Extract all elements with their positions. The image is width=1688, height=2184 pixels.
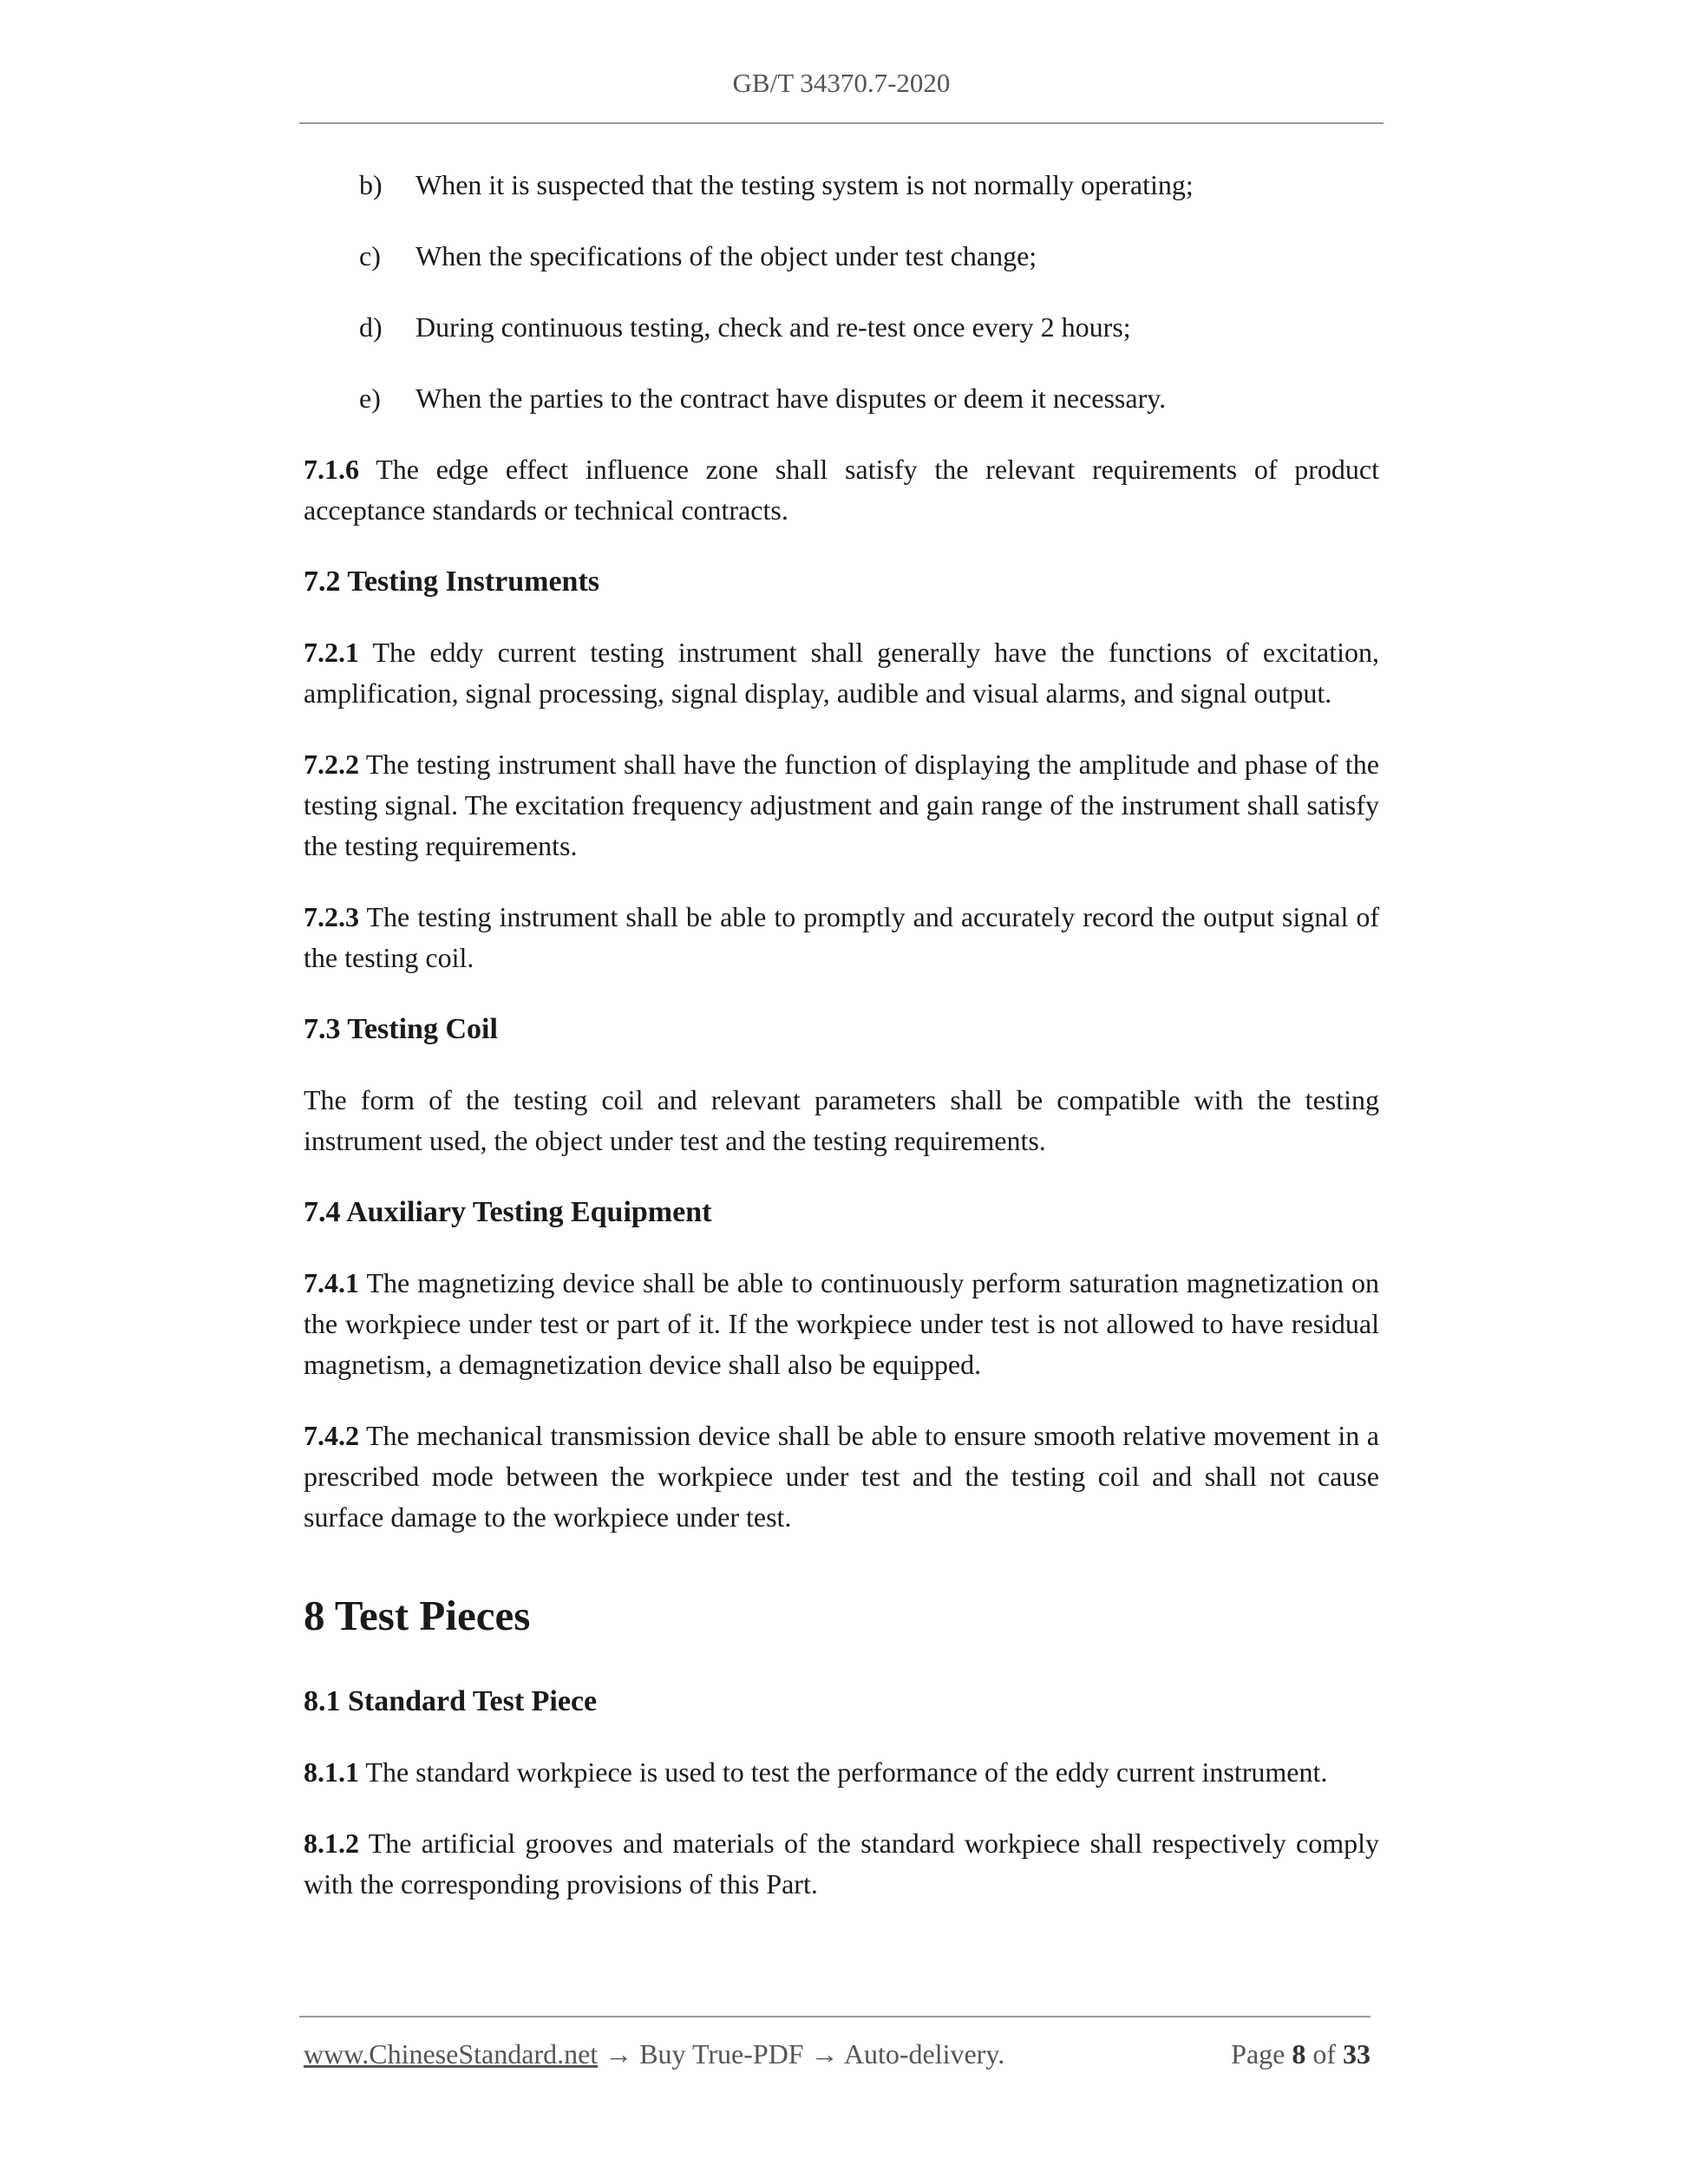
page-total: 33: [1343, 2038, 1371, 2070]
clause-number: 7.2.2: [304, 749, 359, 780]
list-marker: d): [359, 311, 383, 343]
of-label: of: [1312, 2038, 1336, 2070]
clause-text: The eddy current testing instrument shall generally have the functions of excitation, amplification, signal processing, signal display, audible and visual alarms, and signal output.: [304, 637, 1380, 709]
list-marker: b): [359, 169, 383, 200]
section-heading-7-2: 7.2 Testing Instruments: [304, 566, 600, 598]
footer-promo-text: → Buy True-PDF → Auto-delivery.: [598, 2038, 1005, 2070]
list-marker: c): [359, 240, 381, 271]
list-item: [304, 236, 1379, 277]
list-item-text: When the specifications of the object under test change;: [415, 240, 1037, 271]
clause-7-1-6: [304, 449, 1379, 531]
clause-7-2-2: [304, 744, 1379, 866]
clause-number: 7.1.6: [304, 454, 359, 485]
clause-number: 7.4.2: [304, 1420, 359, 1451]
chapter-heading-8: 8 Test Pieces: [304, 1592, 531, 1639]
list-item-text: During continuous testing, check and re-test once every 2 hours;: [415, 311, 1131, 343]
page-content: [304, 165, 1379, 1935]
footer-divider: [299, 2016, 1371, 2017]
page-header: GB/T 34370.7-2020: [732, 68, 951, 98]
header-divider: [299, 122, 1384, 124]
clause-7-4-1: [304, 1263, 1379, 1385]
section-heading-8-1: 8.1 Standard Test Piece: [304, 1685, 598, 1717]
clause-text: The testing instrument shall be able to promptly and accurately record the output signal of the testing coil.: [304, 901, 1380, 973]
clause-8-1-1: [304, 1752, 1379, 1793]
list-item: [304, 378, 1379, 419]
section-heading-7-3: 7.3 Testing Coil: [304, 1013, 498, 1045]
footer-promo: [304, 2038, 1004, 2070]
page-indicator: [1231, 2038, 1371, 2070]
page-footer: [304, 2038, 1371, 2070]
list-item-text: When it is suspected that the testing system is not normally operating;: [415, 169, 1194, 200]
page-label: Page: [1231, 2038, 1286, 2070]
clause-number: 7.2.1: [304, 637, 359, 668]
clause-text: The edge effect influence zone shall satisfy the relevant requirements of product acceptance standards or technical contracts.: [304, 454, 1380, 526]
section-7-3-text: The form of the testing coil and relevant parameters shall be compatible with the testing instrument used, the object under test and the testing requirements.: [304, 1084, 1379, 1156]
clause-8-1-2: [304, 1823, 1379, 1905]
section-heading-7-4: 7.4 Auxiliary Testing Equipment: [304, 1196, 712, 1228]
clause-text: The standard workpiece is used to test the performance of the eddy current instrument.: [365, 1756, 1328, 1788]
website-link[interactable]: www.ChineseStandard.net: [304, 2038, 599, 2070]
clause-text: The mechanical transmission device shall be able to ensure smooth relative movement in a prescribed mode between the workpiece under test and the testing coil and shall not cause surface damage to the workpiece under test.: [304, 1420, 1380, 1533]
clause-number: 8.1.2: [304, 1828, 359, 1859]
clause-7-4-2: [304, 1416, 1379, 1538]
page-number: 8: [1292, 2038, 1306, 2070]
list-item: [304, 307, 1379, 348]
clause-number: 8.1.1: [304, 1756, 359, 1788]
list-item: [304, 165, 1379, 206]
list-item-text: When the parties to the contract have disputes or deem it necessary.: [415, 383, 1167, 414]
clause-text: The testing instrument shall have the function of displaying the amplitude and phase of the testing signal. The excitation frequency adjustment and gain range of the instrument shall satisfy the testing requirements.: [304, 749, 1380, 861]
clause-text: The magnetizing device shall be able to continuously perform saturation magnetization on the workpiece under test or part of it. If the workpiece under test is not allowed to have residual magnetism, a demagnetization device shall also be equipped.: [304, 1267, 1380, 1380]
clause-number: 7.2.3: [304, 901, 359, 932]
clause-7-2-3: [304, 897, 1379, 978]
clause-text: The artificial grooves and materials of the standard workpiece shall respectively comply with the corresponding provisions of this Part.: [304, 1828, 1380, 1900]
clause-7-2-1: [304, 632, 1379, 714]
list-marker: e): [359, 383, 381, 414]
clause-number: 7.4.1: [304, 1267, 359, 1298]
